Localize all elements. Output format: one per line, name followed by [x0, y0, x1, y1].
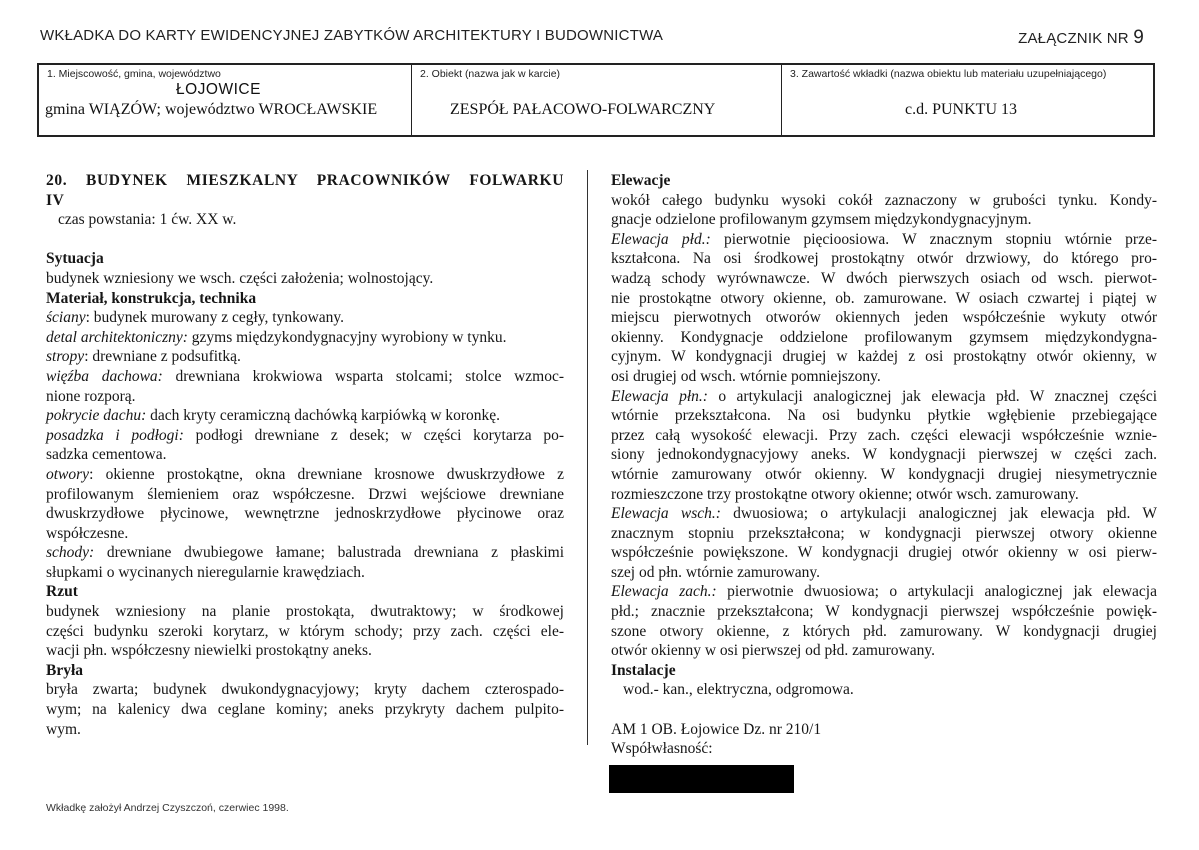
- south-line-6: okienny. Kondygnacje oddzielone profilowanym gzymsem międzykondygna-: [611, 328, 1157, 346]
- south-line-4: nie prostokątne otwory okienne, ob. zamurowane. W osiach czwartej i piątej w: [611, 289, 1157, 307]
- parcel-number: AM 1 OB. Łojowice Dz. nr 210/1: [611, 720, 822, 738]
- east-elevation-line: [611, 504, 1157, 524]
- east-line-2: znacznym stopniu przekształcona; w kondygnacji pierwszej otwory okienne: [611, 524, 1157, 542]
- south-line-8: osi drugiej od wsch. wtórnie pomniejszony.: [611, 367, 881, 385]
- installations-heading: Instalacje: [611, 661, 676, 679]
- north-elevation-text: o artykulacji analogicznej jak elewacja płd. W znacznej części: [707, 387, 1158, 405]
- right-column: [611, 171, 1157, 759]
- west-elevation-text: pierwotnie dwuosiowa; o artykulacji analogicznej jak elewacja: [716, 583, 1157, 601]
- locality-field: [39, 65, 412, 135]
- west-elevation-line: [611, 582, 1157, 602]
- mass-line-1: bryła zwarta; budynek dwukondygnacyjowy; kryty dachem czterospado-: [46, 681, 564, 699]
- plan-line-1: budynek wzniesiony na planie prostokąta, dwutraktowy; w środkowej: [46, 603, 564, 621]
- north-line-5: wtórnie zamurowany otwór okienny. W kondygnacji drugiej niesymetrycznie: [611, 465, 1157, 483]
- elevations-intro-1: wokół całego budynku wysoki cokół zaznaczony w grubości tynku. Kondy-: [611, 191, 1157, 209]
- east-elevation-text: dwuosiowa; o artykulacji analogicznej jak elewacja płd. W: [720, 505, 1157, 523]
- annex-number: 9: [1133, 27, 1144, 48]
- north-line-2: wtórnie przekształcona. Na osi budynku płytkie wgłębienie przebiegające: [611, 407, 1157, 425]
- material-heading: Materiał, konstrukcja, technika: [46, 289, 257, 307]
- floors-text: podłogi drewniane z desek; w części korytarza po-: [183, 426, 565, 444]
- south-elevation-text: pierwotnie pięcioosiowa. W znacznym stopniu wtórnie prze-: [710, 230, 1157, 248]
- floors-line: [46, 426, 564, 446]
- installations-text: wod.- kan., elektryczna, odgromowa.: [623, 681, 854, 699]
- east-line-4: szej od płn. wtórnie zamurowany.: [611, 563, 821, 581]
- section-title: 20. BUDYNEK MIESZKALNY PRACOWNIKÓW FOLWARKU: [46, 172, 564, 189]
- construction-date: czas powstania: 1 ćw. XX w.: [58, 211, 237, 229]
- roofing-label: pokrycie dachu:: [46, 407, 147, 425]
- content-field: [782, 65, 1153, 135]
- elevations-intro-2: gnacje odzielone profilowanym gzymsem międzykondygnacyjnym.: [611, 211, 1032, 229]
- east-elevation-label: Elewacja wsch.:: [611, 505, 721, 523]
- west-line-4: otwór okienny w osi pierwszej od płd. zamurowany.: [611, 642, 935, 660]
- object-field: [412, 65, 782, 135]
- truss-label: więźba dachowa:: [46, 367, 163, 385]
- object-value: ZESPÓŁ PAŁACOWO-FOLWARCZNY: [450, 101, 716, 118]
- south-line-2: kształcona. Na osi środkowej prostokątny otwór drzwiowy, do którego pro-: [611, 250, 1157, 268]
- section-title-cont: IV: [46, 191, 65, 209]
- south-line-7: cyjnym. W kondygnacji drugiej w każdej z osi prostokątny otwór okienny, w: [611, 348, 1157, 366]
- detail-line: [46, 328, 564, 348]
- detail-label: detal architektoniczny:: [46, 328, 188, 346]
- mass-line-3: wym.: [46, 720, 81, 738]
- locality-label: 1. Miejscowość, gmina, województwo: [47, 68, 221, 80]
- column-divider: [587, 170, 588, 745]
- south-elevation-line: [611, 230, 1157, 250]
- floors-line-cont: sadzka cementowa.: [46, 446, 167, 464]
- form-title: WKŁADKA DO KARTY EWIDENCYJNEJ ZABYTKÓW ARCHITEKTURY I BUDOWNICTWA: [40, 27, 664, 44]
- roofing-text: dach kryty ceramiczną dachówką karpiówką w koronkę.: [146, 407, 501, 425]
- ceilings-line: [46, 347, 564, 367]
- walls-text: : budynek murowany z cegły, tynkowany.: [85, 309, 345, 327]
- ceilings-text: : drewniane z podsufitką.: [84, 348, 241, 366]
- south-line-3: wadzą schody wyrównawcze. W dwóch pierwszych osiach od wsch. pierwot-: [611, 269, 1157, 287]
- author-note: Wkładkę założył Andrzej Czyszczoń, czerwiec 1998.: [46, 802, 289, 814]
- truss-line: [46, 367, 564, 387]
- annex-label-text: ZAŁĄCZNIK NR: [1018, 30, 1129, 47]
- locality-place: ŁOJOWICE: [176, 81, 261, 98]
- openings-line-3: dwuskrzydłowe płycinowe, wewnętrzne jednoskrzydłowe płycinowe oraz: [46, 505, 564, 523]
- situation-heading: Sytuacja: [46, 250, 104, 268]
- object-label: 2. Obiekt (nazwa jak w karcie): [420, 68, 561, 80]
- south-elevation-label: Elewacja płd.:: [611, 230, 711, 248]
- north-line-6: rozmieszczone trzy prostokątne otwory okienne; otwór wsch. zamurowany.: [611, 485, 1079, 503]
- openings-label: otwory: [46, 465, 90, 483]
- west-line-2: płd.; znacznie przekształcona; W kondygnacji pierwszej współcześnie powięk-: [611, 603, 1157, 621]
- openings-line-2: profilowanym ślemieniem oraz współczesne. Drzwi wejściowe drewniane: [46, 485, 564, 503]
- co-ownership-label: Współwłasność:: [611, 740, 713, 758]
- plan-line-2: części budynku szeroki korytarz, w którym schody; przy zach. części ele-: [46, 622, 564, 640]
- stairs-line: [46, 543, 564, 563]
- content-label: 3. Zawartość wkładki (nazwa obiektu lub materiału uzupełniającego): [790, 68, 1107, 80]
- mass-heading: Bryła: [46, 661, 84, 679]
- annex-label: [1018, 27, 1144, 49]
- redaction-bar: [609, 765, 794, 793]
- walls-line: [46, 308, 564, 328]
- roofing-line: [46, 406, 564, 426]
- elevations-heading: Elewacje: [611, 172, 671, 189]
- locality-region: gmina WIĄZÓW; województwo WROCŁAWSKIE: [45, 101, 378, 118]
- openings-line-4: współczesne.: [46, 524, 129, 542]
- north-elevation-label: Elewacja płn.:: [611, 387, 708, 405]
- openings-text: : okienne prostokątne, okna drewniane krosnowe dwuskrzydłowe z: [89, 465, 564, 483]
- truss-text: drewniana krokwiowa wsparta stolcami; stolce wzmoc-: [162, 367, 565, 385]
- detail-text: gzyms międzykondygnacyjny wyrobiony w tynku.: [187, 328, 507, 346]
- ceilings-label: stropy: [46, 348, 85, 366]
- west-line-3: szone otwory okienne, z których płd. zamurowany. W kondygnacji drugiej: [611, 622, 1157, 640]
- stairs-line-cont: słupkami o wycinanych nieregularnie krawędziach.: [46, 563, 365, 581]
- east-line-3: współcześnie powiększone. W kondygnacji drugiej otwór okienny w osi pierw-: [611, 544, 1157, 562]
- north-line-4: siony jednokondygnacyjowy aneks. W kondygnacji pierwszej w części zach.: [611, 446, 1157, 464]
- stairs-text: drewniane dwubiegowe łamane; balustrada drewniana z płaskimi: [94, 544, 564, 562]
- situation-text: budynek wzniesiony we wsch. części założenia; wolnostojący.: [46, 269, 434, 287]
- west-elevation-label: Elewacja zach.:: [611, 583, 717, 601]
- north-line-3: przez całą wysokość elewacji. Przy zach. części elewacji współcześnie wznie-: [611, 426, 1157, 444]
- openings-line: [46, 465, 564, 485]
- floors-label: posadzka i podłogi:: [46, 426, 184, 444]
- north-elevation-line: [611, 387, 1157, 407]
- plan-line-3: wacji płn. współczesny niewielki prostokątny aneks.: [46, 642, 372, 660]
- left-column: [46, 171, 564, 739]
- content-value: c.d. PUNKTU 13: [905, 101, 1017, 118]
- header-fields: [37, 63, 1155, 137]
- walls-label: ściany: [46, 309, 86, 327]
- stairs-label: schody:: [46, 544, 95, 562]
- truss-line-cont: nione rozporą.: [46, 387, 136, 405]
- south-line-5: miejscu pierwotnych otworów okiennych jeden współcześnie wykuty otwór: [611, 309, 1157, 327]
- mass-line-2: wym; na kalenicy dwa ceglane kominy; aneks przykryty dachem pulpito-: [46, 701, 564, 719]
- plan-heading: Rzut: [46, 583, 78, 601]
